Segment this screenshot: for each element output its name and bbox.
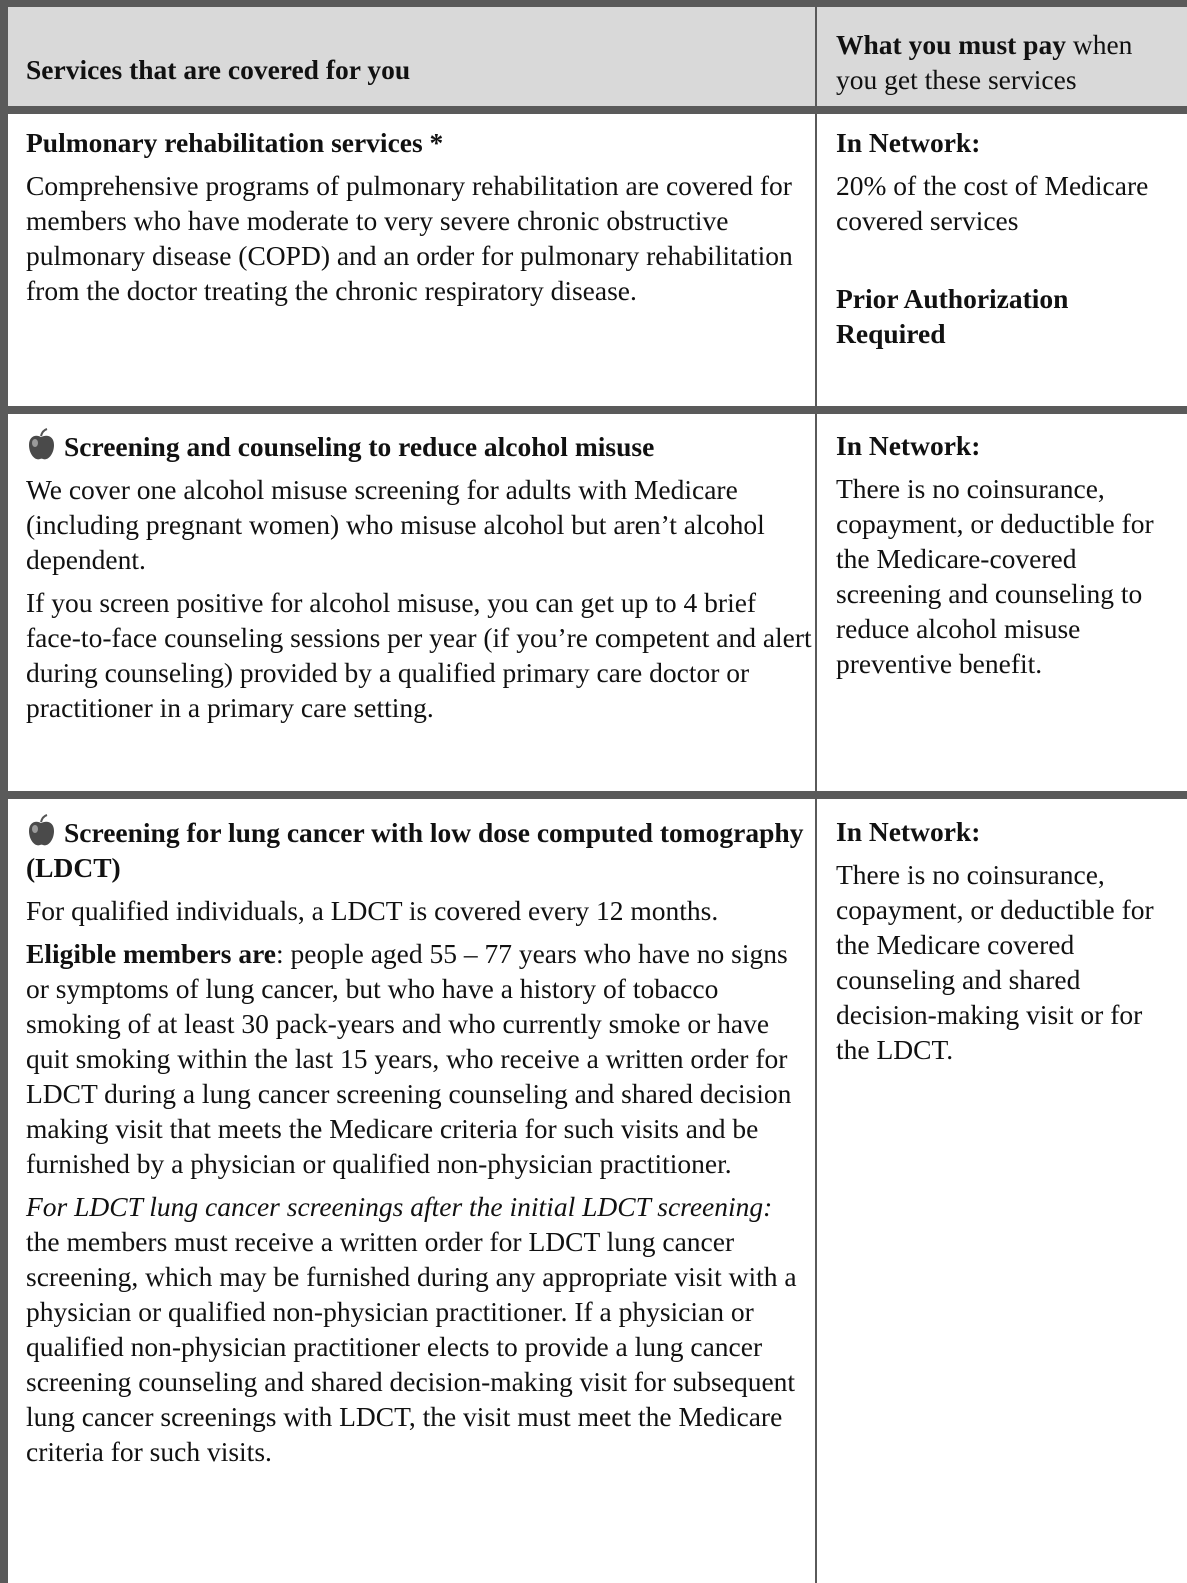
followup-italic-lead: For LDCT lung cancer screenings after the initial LDCT screening: <box>26 1191 773 1222</box>
service-description: Comprehensive programs of pulmonary rehabilitation are covered for members who have moderate to very severe chronic obstructive pulmonary disease (COPD) and an order for pulmonary rehabilitation from the doctor treating the chronic respiratory disease. <box>26 170 793 306</box>
row-divider <box>8 406 1187 414</box>
row-divider <box>8 106 1187 114</box>
service-paragraph: For qualified individuals, a LDCT is covered every 12 months. <box>26 895 719 926</box>
cost-cell-alcohol <box>836 428 1176 689</box>
services-column-header: Services that are covered for you <box>26 54 411 85</box>
pay-header-bold: What you must pay <box>836 29 1066 60</box>
service-paragraph: We cover one alcohol misuse screening for adults with Medicare (including pregnant women) who misuse alcohol but aren’t alcohol dependent. <box>26 474 765 575</box>
network-label: In Network: <box>836 430 981 461</box>
service-title: Screening and counseling to reduce alcohol misuse <box>64 431 655 462</box>
apple-icon <box>26 814 56 848</box>
eligibility-paragraph <box>26 936 812 1181</box>
service-title: Pulmonary rehabilitation services * <box>26 127 444 158</box>
cost-cell-lung-cancer <box>836 814 1176 1075</box>
service-title: Screening for lung cancer with low dose computed tomography (LDCT) <box>26 817 804 883</box>
column-divider <box>815 414 817 791</box>
cost-text: 20% of the cost of Medicare covered services <box>836 170 1149 236</box>
row-divider <box>8 791 1187 799</box>
pay-header-rest: when you get these services <box>836 29 1133 95</box>
eligible-label: Eligible members are <box>26 938 276 969</box>
pay-column-header <box>836 27 1176 97</box>
followup-paragraph <box>26 1189 812 1469</box>
network-label: In Network: <box>836 127 981 158</box>
column-divider <box>815 114 817 406</box>
column-divider <box>815 799 817 1583</box>
service-cell-pulmonary <box>26 125 812 316</box>
eligibility-text: : people aged 55 – 77 years who have no signs or symptoms of lung cancer, but who have a history of tobacco smoking of at least 30 pack-years and who currently smoke or have quit smoking within the last 15 years, who receive a written order for LDCT during a lung cancer screening counseling and shared decision making visit that meets the Medicare criteria for such visits and be furnished by a physician or qualified non-physician practitioner. <box>26 938 792 1179</box>
followup-text: the members must receive a written order for LDCT lung cancer screening, which may be furnished during any appropriate visit with a physician or qualified non-physician practitioner. If a physician or qualified non-physician practitioner elects to provide a lung cancer screening counseling and shared decision-making visit for subsequent lung cancer screenings with LDCT, the visit must meet the Medicare criteria for such visits. <box>26 1226 797 1467</box>
service-title-line <box>26 814 812 885</box>
cost-text: There is no coinsurance, copayment, or deductible for the Medicare covered counseling and shared decision-making visit or for the LDCT. <box>836 859 1154 1065</box>
service-cell-alcohol <box>26 428 812 733</box>
service-paragraph: If you screen positive for alcohol misuse, you can get up to 4 brief face-to-face counseling sessions per year (if you’re competent and alert during counseling) provided by a qualified primary care doctor or practitioner in a primary care setting. <box>26 587 812 723</box>
service-title-line <box>26 428 812 464</box>
network-label: In Network: <box>836 816 981 847</box>
prior-authorization-note: Prior Authorization Required <box>836 283 1069 349</box>
column-divider <box>815 7 817 106</box>
apple-icon <box>26 428 56 462</box>
cost-text: There is no coinsurance, copayment, or deductible for the Medicare-covered screening and counseling to reduce alcohol misuse preventive benefit. <box>836 473 1154 679</box>
cost-cell-pulmonary <box>836 125 1176 359</box>
service-cell-lung-cancer <box>26 814 812 1477</box>
